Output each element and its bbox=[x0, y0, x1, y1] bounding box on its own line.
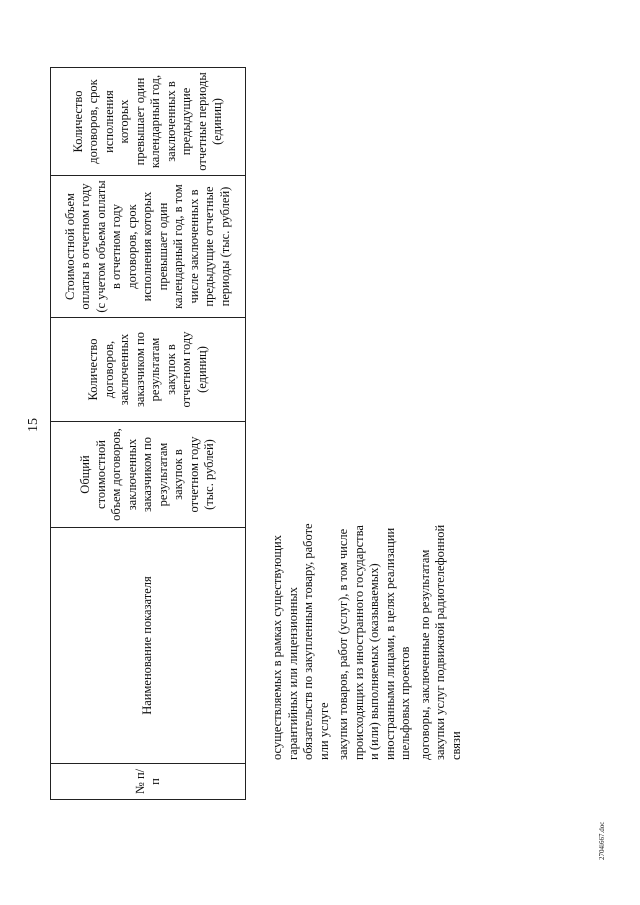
indicator-text-block bbox=[270, 520, 468, 760]
header-number: № п/п bbox=[51, 764, 246, 800]
header-payment-value: Стоимостной объем оплаты в отчетном году (с учетом объема оплаты в отчетном году договоров, срок исполнения которых превышает один календарный год, в том числе заключенных в предыдущие отчетные периоды (тыс. рублей) bbox=[51, 176, 246, 318]
rotated-page bbox=[20, 0, 620, 860]
header-multiyear-count: Количество договоров, срок исполнения которых превышает один календарный год, заключенных в предыдущие отчетные периоды (единиц) bbox=[51, 68, 246, 176]
page-number: 15 bbox=[26, 418, 41, 432]
header-contract-count: Количество договоров, заключенных заказчиком по результатам закупок в отчетном году (единиц) bbox=[51, 318, 246, 422]
header-total-value: Общий стоимостной объем договоров, заключенных заказчиком по результатам закупок в отчетном году (тыс. рублей) bbox=[51, 422, 246, 528]
document-id: 2704i667.doc bbox=[598, 821, 606, 860]
header-indicator-name: Наименование показателя bbox=[51, 528, 246, 764]
indicator-paragraph: закупки товаров, работ (услуг), в том числе происходящих из иностранного государства и (или) выполняемых (оказываемых) иностранными лицами, в целях реализации шельфовых проектов bbox=[336, 525, 412, 760]
indicator-paragraph: договоры, заключенные по результатам закупки услуг подвижной радиотелефонной связи bbox=[417, 524, 463, 760]
indicator-paragraph: осуществляемых в рамках существующих гарантийных или лицензионных обязательств по закупленным товару, работе или услуге bbox=[270, 523, 331, 760]
table-header-row bbox=[51, 68, 246, 800]
indicators-table bbox=[50, 67, 246, 800]
